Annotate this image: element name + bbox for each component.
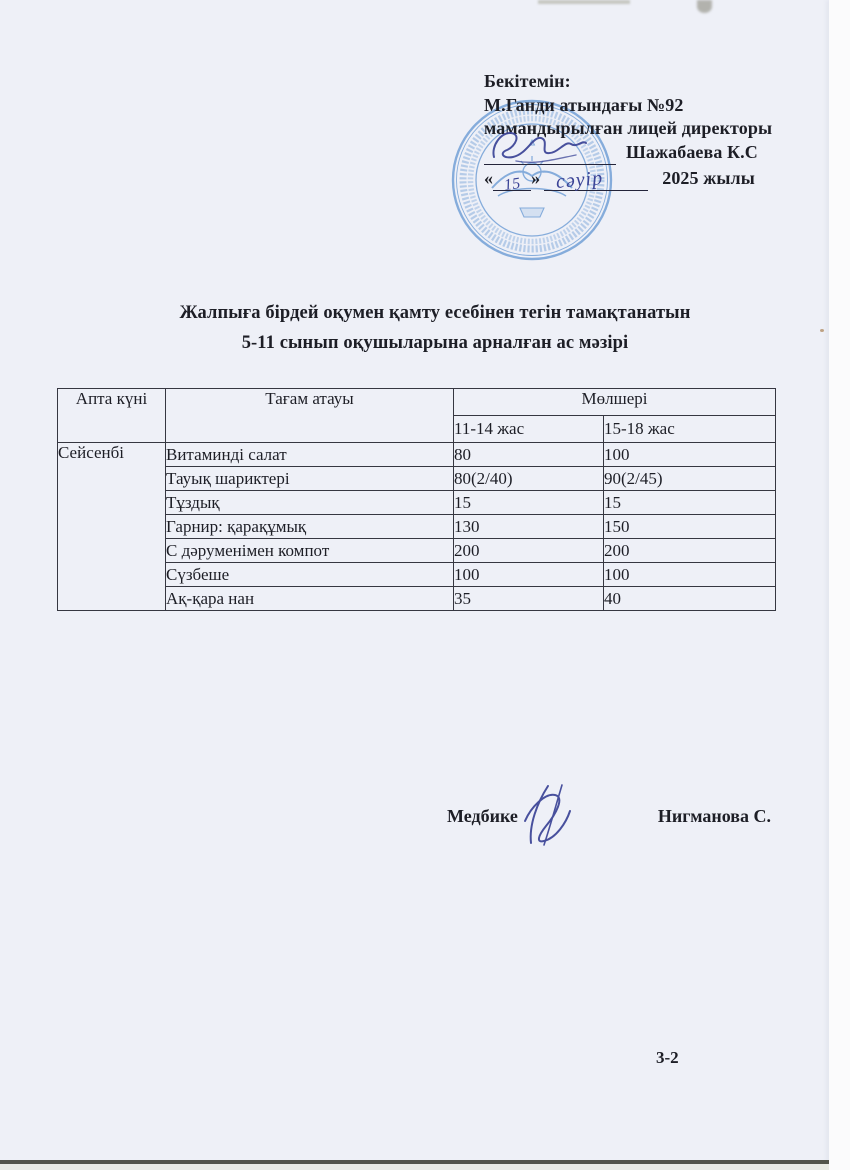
portion-11-14-cell: 200	[454, 539, 604, 563]
table-row	[58, 515, 776, 539]
portion-15-18-cell: 150	[604, 515, 776, 539]
director-name: Шажабаева К.С	[626, 142, 758, 163]
approval-heading: Бекітемін:	[484, 71, 571, 91]
col-header-dish: Тағам атауы	[166, 389, 454, 443]
table-row	[58, 467, 776, 491]
portion-11-14-cell: 80	[454, 443, 604, 467]
year-text: 2025 жылы	[662, 168, 755, 189]
portion-15-18-cell: 100	[604, 563, 776, 587]
menu-table	[57, 388, 776, 611]
scan-top-corner-smudge	[697, 0, 712, 13]
portion-11-14-cell: 35	[454, 587, 604, 611]
dish-cell: Тұздық	[166, 491, 454, 515]
scan-top-smudge	[538, 0, 630, 4]
portion-15-18-cell: 100	[604, 443, 776, 467]
dish-cell: Сүзбеше	[166, 563, 454, 587]
dish-cell: Ақ-қара нан	[166, 587, 454, 611]
dish-cell: С дәруменімен компот	[166, 539, 454, 563]
dish-cell: Витаминді салат	[166, 443, 454, 467]
col-header-age-11-14: 11-14 жас	[454, 416, 604, 443]
table-row	[58, 587, 776, 611]
table-row	[58, 539, 776, 563]
nurse-label: Медбике	[447, 806, 518, 826]
col-header-age-15-18: 15-18 жас	[604, 416, 776, 443]
nurse-name: Нигманова С.	[657, 806, 771, 826]
close-quote: »	[531, 168, 541, 189]
col-header-weekday: Апта күні	[58, 389, 166, 443]
handwritten-month: сәуір	[555, 167, 605, 194]
table-row	[58, 563, 776, 587]
title-line-1: Жалпыға бірдей оқумен қамту есебінен тегін тамақтанатын	[179, 303, 691, 323]
portion-11-14-cell: 130	[454, 515, 604, 539]
portion-11-14-cell: 100	[454, 563, 604, 587]
table-header-row-1	[58, 389, 776, 416]
school-name-line: М.Ганди атындағы №92	[484, 94, 684, 115]
handwritten-day: 15	[493, 171, 531, 191]
portion-15-18-cell: 15	[604, 491, 776, 515]
col-header-portion: Мөлшері	[454, 389, 776, 416]
weekday-cell: Сейсенбі	[58, 443, 166, 611]
dish-cell: Тауық шариктері	[166, 467, 454, 491]
paper-speck	[820, 329, 824, 332]
title-line-2: 5-11 сынып оқушыларына арналған ас мәзірі	[241, 332, 629, 353]
nurse-signature-row	[447, 806, 771, 827]
director-signature-icon	[486, 126, 590, 166]
scanner-edge-strip	[829, 0, 850, 1170]
director-title-line: мамандырылған лицей директоры	[484, 118, 773, 139]
page-number: 3-2	[656, 1048, 679, 1067]
portion-15-18-cell: 40	[604, 587, 776, 611]
nurse-signature-icon	[515, 781, 583, 847]
portion-11-14-cell: 80(2/40)	[454, 467, 604, 491]
table-row	[58, 491, 776, 515]
document-title	[65, 299, 805, 358]
table-row	[58, 443, 776, 467]
portion-15-18-cell: 90(2/45)	[604, 467, 776, 491]
portion-15-18-cell: 200	[604, 539, 776, 563]
portion-11-14-cell: 15	[454, 491, 604, 515]
dish-cell: Гарнир: қарақұмық	[166, 515, 454, 539]
open-quote: «	[484, 168, 494, 189]
handwritten-month-line	[544, 167, 648, 194]
date-row	[484, 166, 824, 195]
scan-bottom-margin	[0, 1164, 829, 1170]
